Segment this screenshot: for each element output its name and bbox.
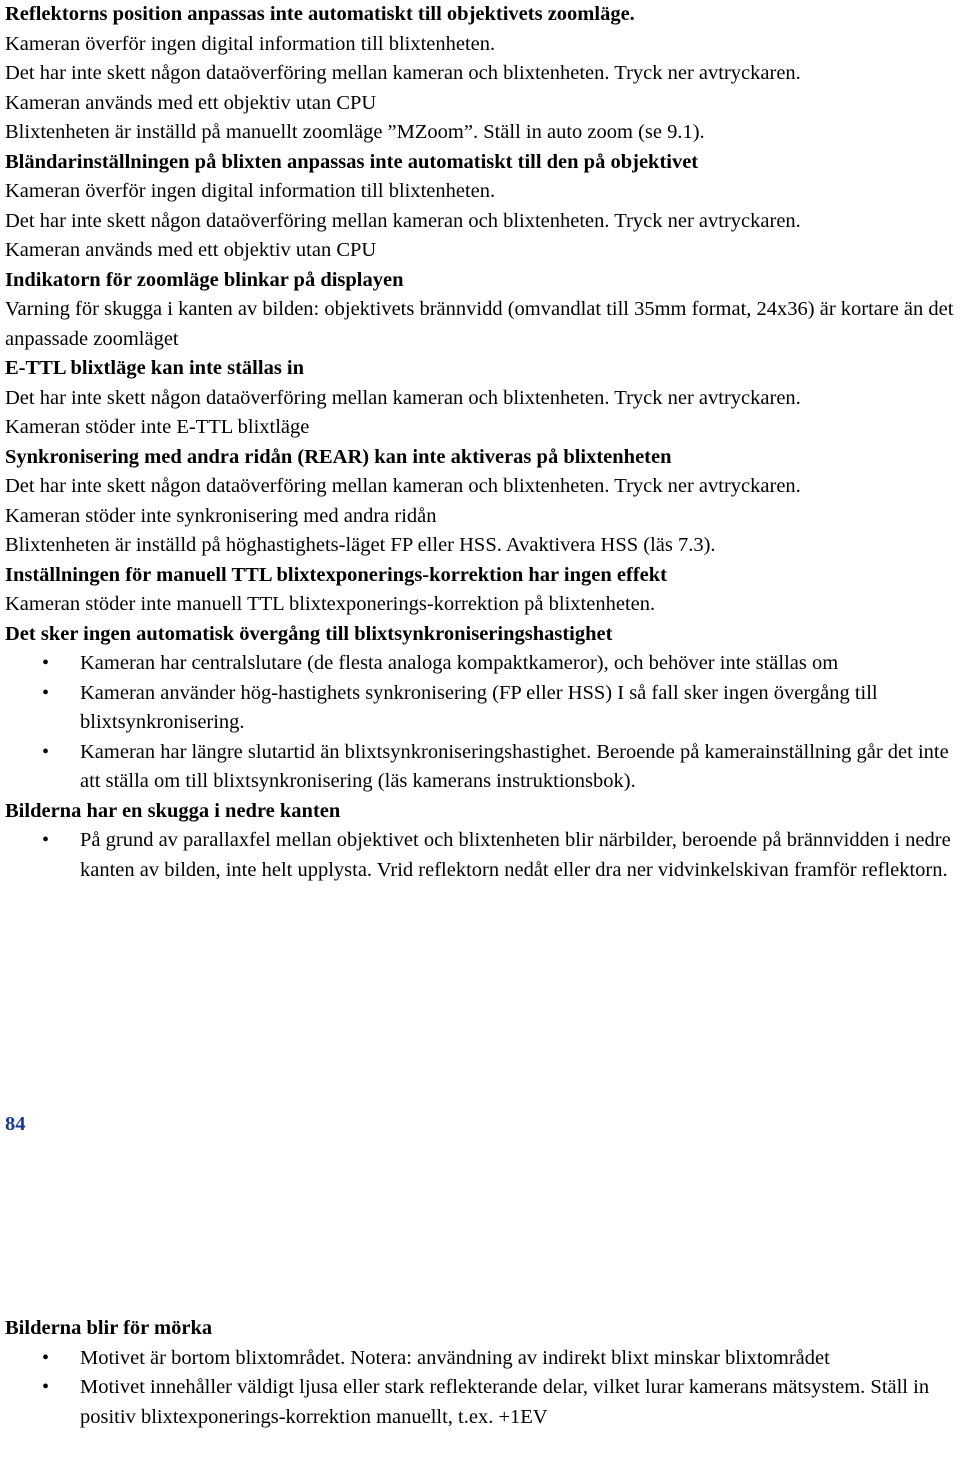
body-line: Det har inte skett någon dataöverföring mellan kameran och blixtenheten. Tryck ner avtryckaren.: [5, 62, 801, 84]
list-item-text: På grund av parallaxfel mellan objektivet och blixtenheten blir närbilder, beroende på brännvidden i nedre kanten av bilden, inte helt upplysta. Vrid reflektorn nedåt eller dra ner vidvinkelskivan framför reflektorn.: [80, 829, 951, 881]
list-item: [5, 738, 958, 797]
body-line: Det har inte skett någon dataöverföring mellan kameran och blixtenheten. Tryck ner avtryckaren.: [5, 475, 801, 497]
body-line: Kameran överför ingen digital information till blixtenheten.: [5, 180, 496, 202]
body-line: Det har inte skett någon dataöverföring mellan kameran och blixtenheten. Tryck ner avtryckaren.: [5, 386, 801, 409]
bullet-icon: •: [42, 1346, 50, 1369]
list-item: [5, 1344, 958, 1374]
list-item-text: Kameran använder hög-hastighets synkronisering (FP eller HSS) I så fall sker ingen övergång till blixtsynkronisering.: [80, 681, 878, 733]
section-heading: Bilderna har en skugga i nedre kanten: [5, 799, 341, 822]
section-zoom-indicator: [5, 266, 958, 355]
list-item-text: Motivet innehåller väldigt ljusa eller stark reflekterande delar, vilket lurar kamerans mätsystem. Ställ in positiv blixtexponerings-korrektion manuellt, t.ex. +1EV: [80, 1376, 930, 1428]
list-item-text: Motivet är bortom blixtområdet. Notera: användning av indirekt blixt minskar blixtområdet: [80, 1346, 830, 1369]
body-line: Kameran stöder inte E-TTL blixtläge: [5, 416, 310, 438]
list-item: [5, 826, 958, 885]
list-item-text: Kameran har centralslutare (de flesta analoga kompaktkameror), och behöver inte ställas om: [80, 652, 839, 674]
body-line: Det har inte skett någon dataöverföring mellan kameran och blixtenheten. Tryck ner avtryckaren.: [5, 209, 801, 232]
section-heading: E-TTL blixtläge kan inte ställas in: [5, 357, 305, 379]
bullet-icon: •: [42, 1376, 50, 1398]
section-heading: Indikatorn för zoomläge blinkar på displayen: [5, 268, 404, 291]
next-page-section: [5, 1314, 958, 1432]
body-line: Kameran används med ett objektiv utan CPU: [5, 91, 377, 114]
body-line: Kameran stöder inte synkronisering med andra ridån: [5, 504, 437, 527]
body-line: Kameran överför ingen digital information till blixtenheten.: [5, 32, 496, 55]
section-heading: Reflektorns position anpassas inte automatiskt till objektivets zoomläge.: [5, 3, 635, 25]
section-ettl-mode: [5, 354, 958, 443]
body-line: Kameran används med ett objektiv utan CPU: [5, 239, 377, 261]
list-item-text: Kameran har längre slutartid än blixtsynkroniseringshastighet. Beroende på kamerainställning går det inte att ställa om till blixtsynkronisering (läs kamerans instruktionsbok).: [80, 740, 949, 792]
section-heading: Synkronisering med andra ridån (REAR) kan inte aktiveras på blixtenheten: [5, 445, 672, 468]
section-ttl-correction: [5, 561, 958, 620]
body-line: Kameran stöder inte manuell TTL blixtexponerings-korrektion på blixtenheten.: [5, 593, 656, 615]
section-aperture-setting: [5, 148, 958, 266]
section-heading: Bländarinställningen på blixten anpassas inte automatiskt till den på objektivet: [5, 150, 699, 173]
section-rear-sync: [5, 443, 958, 561]
list-item: [5, 679, 958, 738]
body-line: Blixtenheten är inställd på manuellt zoomläge ”MZoom”. Ställ in auto zoom (se 9.1).: [5, 121, 705, 143]
section-reflector-position: [5, 0, 958, 148]
body-line: Blixtenheten är inställd på höghastighets-läget FP eller HSS. Avaktivera HSS (läs 7.3).: [5, 534, 716, 556]
bullet-list: [5, 649, 958, 797]
list-item: [5, 1373, 958, 1432]
bullet-icon: •: [42, 829, 50, 851]
section-heading: Bilderna blir för mörka: [5, 1317, 213, 1339]
body-line: Varning för skugga i kanten av bilden: objektivets brännvidd (omvandlat till 35mm format, 24x36) är kortare än det anpassade zoomläget: [5, 298, 954, 350]
section-heading: Inställningen för manuell TTL blixtexponerings-korrektion har ingen effekt: [5, 563, 667, 586]
section-heading: Det sker ingen automatisk övergång till blixtsynkroniseringshastighet: [5, 622, 613, 645]
bullet-list: [5, 826, 958, 885]
document-page: [5, 0, 958, 885]
bullet-icon: •: [42, 681, 50, 704]
list-item: [5, 649, 958, 679]
bullet-icon: •: [42, 652, 50, 674]
bullet-icon: •: [42, 740, 50, 763]
page-number: 84: [5, 1113, 26, 1135]
section-bottom-shadow: [5, 797, 958, 886]
bullet-list: [5, 1344, 958, 1433]
section-sync-transition: [5, 620, 958, 797]
